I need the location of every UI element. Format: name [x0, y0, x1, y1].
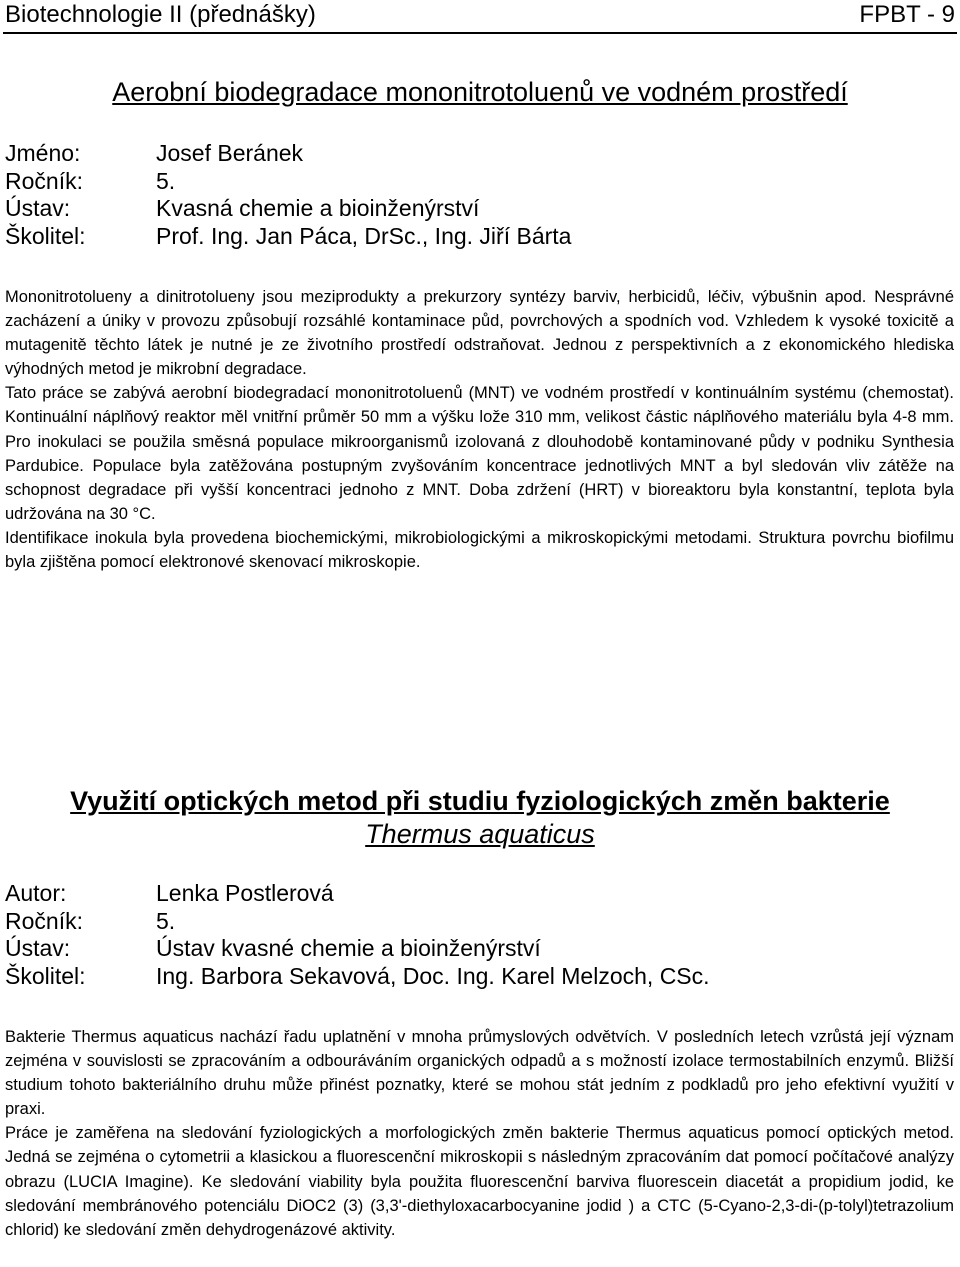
article2-title: Využití optických metod při studiu fyziologických změn bakterie: [70, 786, 890, 816]
article1-meta: [5, 140, 945, 250]
meta-value: Prof. Ing. Jan Páca, DrSc., Ing. Jiří Bárta: [156, 222, 572, 249]
abstract-paragraph: Mononitrotolueny a dinitrotolueny jsou meziprodukty a prekurzory syntézy barviv, herbicidů, léčiv, výbušnin apod. Nesprávné zacházení a úniky v provozu způsobují rozsáhlé kontaminace půd, povrchových a spodních vod. Vzhledem k vysoké toxicitě a mutagenitě těchto látek je nutné je ze životního prostředí odstraňovat. Jednou z perspektivních a z ekonomického hlediska výhodných metod je mikrobní degradace.: [5, 288, 954, 379]
header-title: Biotechnologie II (přednášky): [5, 1, 316, 28]
abstract-paragraph: Bakterie Thermus aquaticus nachází řadu uplatnění v mnoha průmyslových odvětvích. V posledních letech vzrůstá její význam zejména v souvislosti se zpracováním a odbouráváním organických odpadů a s možností izolace termostabilních enzymů. Bližší studium tohoto bakteriálního druhu může přinést poznatky, které se mohou stát jedním z podkladů pro jeho efektivní využití v praxi.: [5, 1028, 954, 1119]
meta-value: Kvasná chemie a bioinženýrství: [156, 195, 480, 221]
header-page-code: FPBT - 9: [859, 1, 955, 28]
meta-value: Josef Beránek: [156, 140, 304, 166]
meta-value: Ústav kvasné chemie a bioinženýrství: [156, 935, 541, 961]
meta-row: [5, 935, 945, 963]
meta-label: Školitel:: [5, 222, 86, 249]
article1-title: Aerobní biodegradace mononitrotoluenů ve vodném prostředí: [112, 77, 848, 107]
abstract-paragraph: Identifikace inokula byla provedena biochemickými, mikrobiologickými a mikroskopickými metodami. Struktura povrchu biofilmu byla zjištěna pomocí elektronové skenovací mikroskopie.: [5, 528, 954, 572]
meta-value: Ing. Barbora Sekavová, Doc. Ing. Karel Melzoch, CSc.: [156, 962, 710, 989]
meta-row: [5, 223, 945, 251]
meta-label: Ročník:: [5, 907, 83, 934]
meta-label: Školitel:: [5, 962, 86, 989]
meta-row: [5, 908, 945, 936]
meta-row: [5, 195, 945, 223]
page-header: [3, 0, 957, 34]
meta-value: 5.: [156, 167, 176, 194]
meta-label: Autor:: [5, 880, 67, 906]
article2-title-species: Thermus aquaticus: [365, 819, 595, 849]
meta-row: [5, 168, 945, 196]
meta-row: [5, 880, 945, 908]
article2-abstract: [5, 1025, 954, 1242]
meta-value: 5.: [156, 907, 176, 934]
meta-label: Jméno:: [5, 140, 81, 166]
meta-label: Ústav:: [5, 935, 71, 961]
meta-row: [5, 140, 945, 168]
meta-row: [5, 963, 945, 991]
abstract-paragraph: Tato práce se zabývá aerobní biodegradací mononitrotoluenů (MNT) ve vodném prostředí v kontinuálním systému (chemostat). Kontinuální náplňový reaktor měl vnitřní průměr 50 mm a výšku lože 310 mm, velikost částic náplňového materiálu byla 4-8 mm. Pro inokulaci se použila směsná populace mikroorganismů izolovaná z dlouhodobě kontaminované půdy v podniku Synthesia Pardubice. Populace byla zatěžována postupným zvyšováním koncentrace jednotlivých MNT a byl sledován vliv zátěže na schopnost degradace při vyšší koncentraci jednoho z MNT. Doba zdržení (HRT) v bioreaktoru byla konstantní, teplota byla udržována na 30 °C.: [5, 384, 954, 523]
abstract-paragraph: Práce je zaměřena na sledování fyziologických a morfologických změn bakterie Thermus aquaticus pomocí optických metod. Jedná se zejména o cytometrii a klasickou a fluorescenční mikroskopii s následným zpracováním dat pomocí počítačové analýzy obrazu (LUCIA Imagine). Ke sledování viability byla použita fluorescenční barviva fluorescein diacetát a propidium jodid, ke sledování membránového potenciálu DiOC2 (3) (3,3'-diethyloxacarbocyanine jodid ) a CTC (5-Cyano-2,3-di-(p-tolyl)tetrazolium chlorid) ke sledování změn dehydrogenázové aktivity.: [5, 1124, 954, 1239]
meta-label: Ústav:: [5, 195, 71, 221]
meta-value: Lenka Postlerová: [156, 880, 334, 906]
article1-abstract: [5, 285, 954, 574]
meta-label: Ročník:: [5, 167, 83, 194]
article2-meta: [5, 880, 945, 990]
